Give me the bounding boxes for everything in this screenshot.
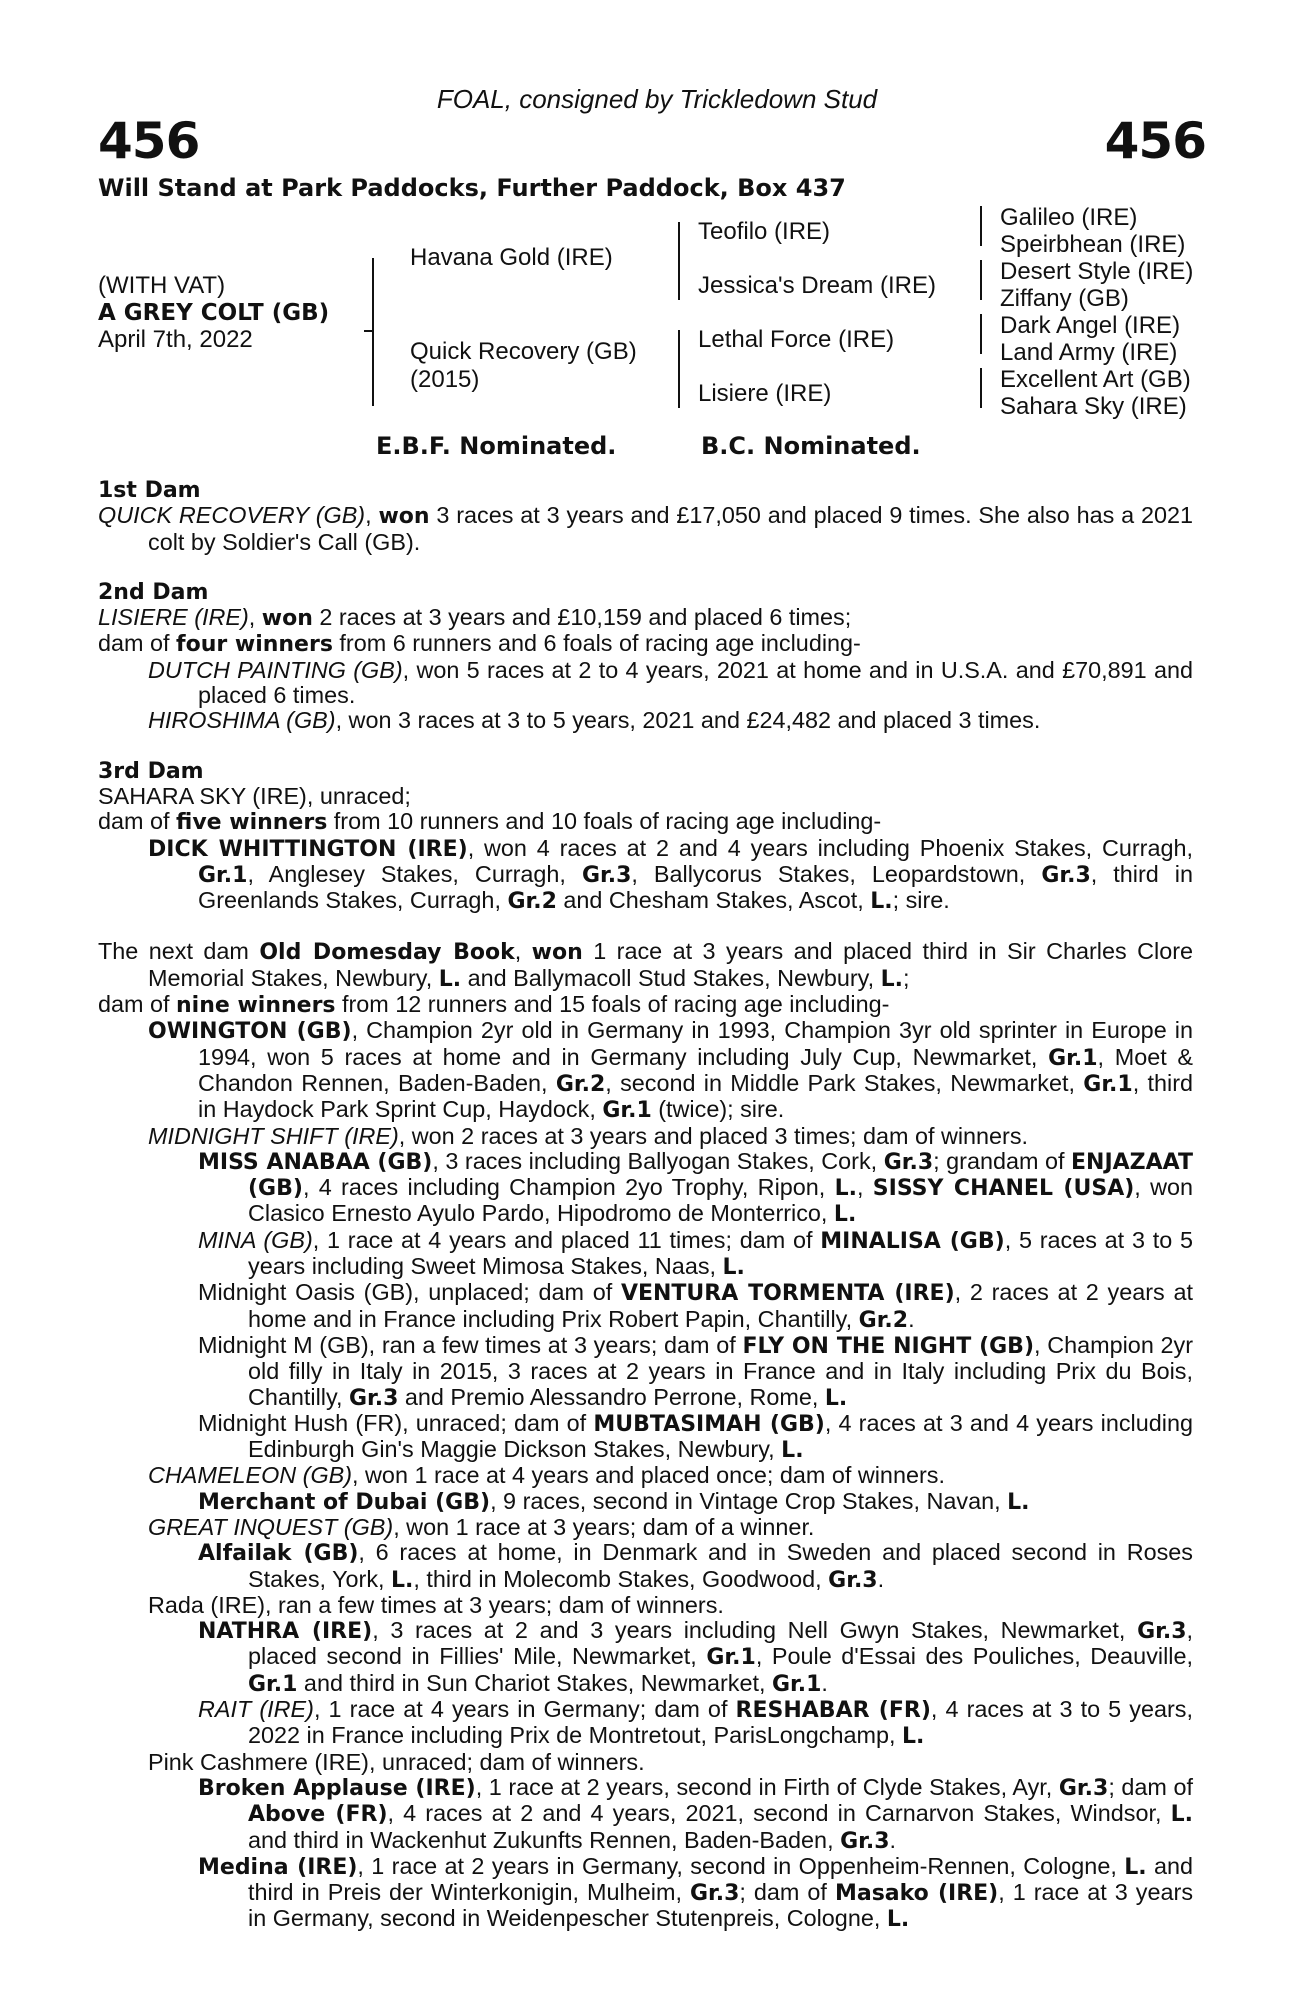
- brace-g3-3: [980, 314, 982, 354]
- produce-mina: MINA (GB), 1 race at 4 years and placed 11 times; dam of MINALISA (GB), 5 races at 3 to 5 years including Sweet Mimosa Stakes, Naas, L.: [198, 1226, 1193, 1281]
- second-dam-heading: 2nd Dam: [98, 579, 209, 605]
- produce-merchant-of-dubai: Merchant of Dubai (GB), 9 races, second in Vintage Crop Stakes, Navan, L.: [198, 1487, 1030, 1515]
- second-dam-entry: LISIERE (IRE), won 2 races at 3 years and £10,159 and placed 6 times;: [98, 604, 852, 632]
- brace-g3-1: [980, 206, 982, 246]
- pedigree-sdd: Ziffany (GB): [1000, 285, 1129, 312]
- pedigree-dds: Excellent Art (GB): [1000, 366, 1191, 393]
- pedigree-sire-dam: Jessica's Dream (IRE): [698, 272, 936, 299]
- pedigree-sire: Havana Gold (IRE): [410, 244, 613, 271]
- brace-sire: [678, 222, 680, 300]
- pedigree-sss: Galileo (IRE): [1000, 204, 1138, 231]
- produce-midnight-shift: MIDNIGHT SHIFT (IRE), won 2 races at 3 years and placed 3 times; dam of winners.: [148, 1122, 1029, 1149]
- brace-main-tick: [364, 330, 372, 332]
- pedigree-dam-year: (2015): [410, 366, 480, 393]
- stand-location: Will Stand at Park Paddocks, Further Paddock, Box 437: [98, 174, 846, 202]
- pedigree-dam-sire: Lethal Force (IRE): [698, 326, 895, 353]
- produce-rait: RAIT (IRE), 1 race at 4 years in Germany; dam of RESHABAR (FR), 4 races at 3 to 5 years, 2022 in France including Prix de Montretout, ParisLongchamp, L.: [198, 1696, 1193, 1750]
- pedigree-sds: Desert Style (IRE): [1000, 258, 1194, 285]
- produce-rada: Rada (IRE), ran a few times at 3 years; dam of winners.: [148, 1591, 724, 1618]
- foaling-date: April 7th, 2022: [98, 326, 253, 353]
- third-dam-heading: 3rd Dam: [98, 758, 204, 784]
- horse-name: A GREY COLT (GB): [98, 300, 330, 326]
- produce-midnight-oasis: Midnight Oasis (GB), unplaced; dam of VENTURA TORMENTA (IRE), 2 races at 2 years at home and in France including Prix Robert Papin, Chantilly, Gr.2.: [198, 1279, 1193, 1333]
- bc-nominated: B.C. Nominated.: [701, 432, 921, 460]
- pedigree-dsd: Land Army (IRE): [1000, 339, 1178, 366]
- produce-miss-anabaa: MISS ANABAA (GB), 3 races including Ballyogan Stakes, Cork, Gr.3; grandam of ENJAZAAT (GB), 4 races including Champion 2yo Trophy, Ripon, L., SISSY CHANEL (USA), won Clasico Ernesto Ayulo Pardo, Hipodromo de Monterrico, L.: [198, 1147, 1193, 1228]
- third-dam-produce: dam of five winners from 10 runners and 10 foals of racing age including-: [98, 808, 882, 836]
- ebf-nominated: E.B.F. Nominated.: [376, 432, 617, 460]
- pedigree-ddd: Sahara Sky (IRE): [1000, 393, 1187, 420]
- brace-g3-2: [980, 260, 982, 300]
- produce-nathra: NATHRA (IRE), 3 races at 2 and 3 years including Nell Gwyn Stakes, Newmarket, Gr.3, placed second in Fillies' Mile, Newmarket, Gr.1, Poule d'Essai des Pouliches, Deauville, Gr.1 and third in Sun Chariot Stakes, Newmarket, Gr.1.: [198, 1617, 1193, 1697]
- produce-medina: Medina (IRE), 1 race at 2 years in Germany, second in Oppenheim-Rennen, Cologne, L. and third in Preis der Winterkonigin, Mulheim, Gr.3; dam of Masako (IRE), 1 race at 3 years in Germany, second in Weidenpescher Stutenpreis, Cologne, L.: [198, 1852, 1194, 1933]
- produce-dick-whittington: DICK WHITTINGTON (IRE), won 4 races at 2 and 4 years including Phoenix Stakes, Curragh, Gr.1, Anglesey Stakes, Curragh, Gr.3, Ballycorus Stakes, Leopardstown, Gr.3, third in Greenlands Stakes, Curragh, Gr.2 and Chesham Stakes, Ascot, L.; sire.: [148, 834, 1194, 915]
- next-dam-produce: dam of nine winners from 12 runners and 15 foals of racing age including-: [98, 991, 890, 1019]
- produce-pink-cashmere: Pink Cashmere (IRE), unraced; dam of winners.: [148, 1748, 645, 1775]
- first-dam-entry: QUICK RECOVERY (GB), won 3 races at 3 years and £17,050 and placed 9 times. She also has a 2021 colt by Soldier's Call (GB).: [98, 502, 1194, 555]
- catalogue-text: [98, 478, 1193, 1933]
- pedigree-dam-dam: Lisiere (IRE): [698, 380, 832, 407]
- produce-alfailak: Alfailak (GB), 6 races at home, in Denmark and in Sweden and placed second in Roses Stakes, York, L., third in Molecomb Stakes, Goodwood, Gr.3.: [198, 1539, 1193, 1593]
- consignment-line: FOAL, consigned by Trickledown Stud: [436, 84, 878, 114]
- pedigree-sire-sire: Teofilo (IRE): [698, 218, 831, 245]
- pedigree-dss: Dark Angel (IRE): [1000, 312, 1181, 339]
- brace-g3-4: [980, 368, 982, 408]
- produce-chameleon: CHAMELEON (GB), won 1 race at 4 years and placed once; dam of winners.: [148, 1462, 945, 1489]
- produce-owington: OWINGTON (GB), Champion 2yr old in Germany in 1993, Champion 3yr old sprinter in Europe in 1994, won 5 races at home and in Germany including July Cup, Newmarket, Gr.1, Moet & Chandon Rennen, Baden-Baden, Gr.2, second in Middle Park Stakes, Newmarket, Gr.1, third in Haydock Park Sprint Cup, Haydock, Gr.1 (twice); sire.: [148, 1017, 1194, 1124]
- first-dam-heading: 1st Dam: [98, 478, 201, 503]
- pedigree-ssd: Speirbhean (IRE): [1000, 231, 1186, 258]
- produce-hiroshima: HIROSHIMA (GB), won 3 races at 3 to 5 years, 2021 and £24,482 and placed 3 times.: [148, 707, 1041, 734]
- vat-note: (WITH VAT): [98, 272, 226, 299]
- pedigree-dam: Quick Recovery (GB): [410, 338, 637, 365]
- brace-main: [372, 258, 374, 406]
- lot-number-right: 456: [1104, 112, 1206, 170]
- brace-dam: [678, 330, 680, 408]
- lot-number-left: 456: [98, 112, 200, 170]
- produce-midnight-m: Midnight M (GB), ran a few times at 3 years; dam of FLY ON THE NIGHT (GB), Champion 2yr old filly in Italy in 2015, 3 races at 2 years in France and in Italy including Prix du Bois, Chantilly, Gr.3 and Premio Alessandro Perrone, Rome, L.: [198, 1331, 1194, 1411]
- produce-dutch-painting: DUTCH PAINTING (GB), won 5 races at 2 to 4 years, 2021 at home and in U.S.A. and £70,891 and placed 6 times.: [148, 656, 1193, 709]
- produce-midnight-hush: Midnight Hush (FR), unraced; dam of MUBTASIMAH (GB), 4 races at 3 and 4 years including Edinburgh Gin's Maggie Dickson Stakes, Newbury, L.: [198, 1409, 1193, 1464]
- third-dam-entry: SAHARA SKY (IRE), unraced;: [98, 782, 411, 809]
- produce-broken-applause: Broken Applause (IRE), 1 race at 2 years, second in Firth of Clyde Stakes, Ayr, Gr.3; dam of Above (FR), 4 races at 2 and 4 years, 2021, second in Carnarvon Stakes, Windsor, L. and third in Wackenhut Zukunfts Rennen, Baden-Baden, Gr.3.: [198, 1773, 1193, 1854]
- second-dam-produce: dam of four winners from 6 runners and 6 foals of racing age including-: [98, 630, 861, 658]
- produce-great-inquest: GREAT INQUEST (GB), won 1 race at 3 years; dam of a winner.: [148, 1513, 815, 1540]
- next-dam-entry: The next dam Old Domesday Book, won 1 race at 3 years and placed third in Sir Charles Clore Memorial Stakes, Newbury, L. and Ballymacoll Stud Stakes, Newbury, L.;: [98, 938, 1194, 992]
